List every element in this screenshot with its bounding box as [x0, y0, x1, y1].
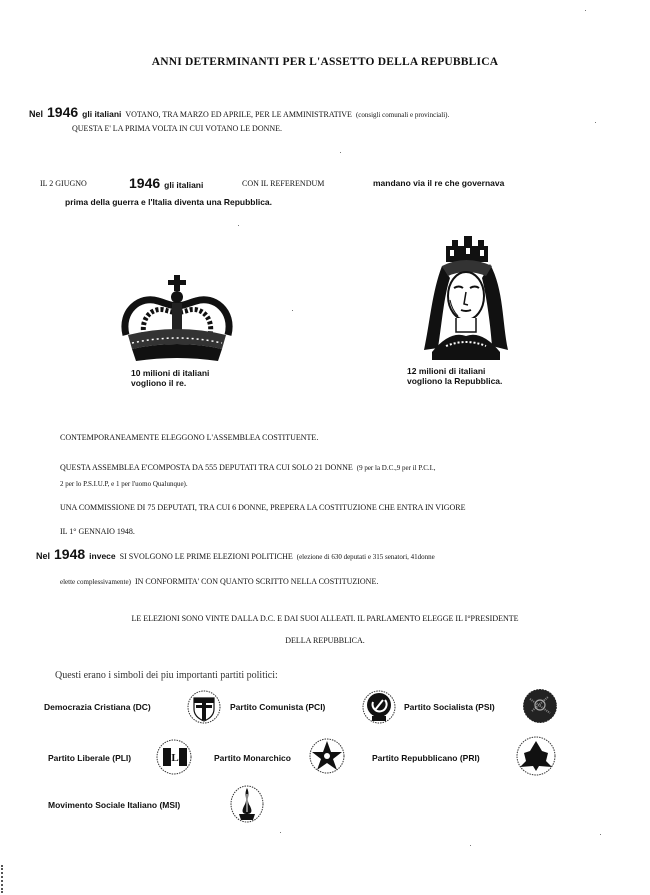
elections-main-text: SI SVOLGONO LE PRIME ELEZIONI POLITICHE — [119, 552, 293, 561]
scan-speck — [585, 10, 586, 11]
party-label-psi: Partito Socialista (PSI) — [404, 702, 495, 712]
assembly-composition-note-cont: 2 per lo P.S.I.U.P, e 1 per l'uomo Qualunque). — [60, 480, 188, 488]
paragraph-1948-elections — [36, 546, 435, 564]
svg-text:L: L — [171, 752, 179, 764]
italia-caption-line-2: vogliono la Repubblica. — [407, 376, 503, 386]
lead-word: Nel — [36, 551, 51, 561]
commission-text: UNA COMMISSIONE DI 75 DEPUTATI, TRA CUI 6 DONNE, PREPERA LA COSTITUZIONE CHE ENTRA IN VIGORE — [60, 503, 466, 512]
scan-speck — [280, 832, 281, 833]
italia-caption — [407, 366, 502, 386]
election-result-text: LE ELEZIONI SONO VINTE DALLA D.C. E DAI SUOI ALLEATI. IL PARLAMENTO ELEGGE IL I°PRESIDENTE — [131, 614, 519, 623]
party-label-msi: Movimento Sociale Italiano (MSI) — [48, 800, 181, 810]
party-label-dc: Democrazia Cristiana (DC) — [44, 702, 151, 712]
party-label-pci: Partito Comunista (PCI) — [230, 702, 326, 712]
monarchist-star-icon — [308, 737, 346, 775]
conformity-text: IN CONFORMITA' CON QUANTO SCRITTO NELLA COSTITUZIONE. — [134, 577, 379, 586]
assembly-composition-main: QUESTA ASSEMBLEA E'COMPOSTA DA 555 DEPUTATI TRA CUI SOLO 21 DONNE — [60, 463, 353, 472]
note-text: (consigli comunali e provinciali). — [355, 111, 450, 119]
constitution-date-text: IL 1° GENNAIO 1948. — [60, 527, 135, 536]
pri-ivy-leaf-icon — [515, 735, 557, 777]
date-2-giugno: IL 2 GIUGNO — [40, 179, 87, 188]
party-label-pri: Partito Repubblicano (PRI) — [372, 753, 480, 763]
republic-born-text: prima della guerra e l'Italia diventa una Repubblica. — [65, 197, 273, 207]
document-title: ANNI DETERMINANTI PER L'ASSETTO DELLA REPUBBLICA — [151, 56, 499, 68]
scan-speck — [470, 845, 471, 846]
scan-speck — [600, 834, 601, 835]
paragraph-1946-administrative — [29, 104, 449, 122]
year-1946: 1946 — [47, 104, 79, 120]
constituent-assembly-text: CONTEMPORANEAMENTE ELEGGONO L'ASSEMBLEA COSTITUENTE. — [60, 433, 319, 442]
referendum-line — [129, 175, 203, 193]
pci-hammer-sickle-icon — [361, 688, 397, 726]
lead-word: Nel — [29, 109, 44, 119]
crown-caption-line-1: 10 milioni di italiani — [131, 368, 210, 378]
psi-emblem-icon — [522, 687, 558, 725]
msi-flame-icon — [229, 784, 265, 824]
scan-speck — [238, 225, 239, 226]
women-vote-note: QUESTA E' LA PRIMA VOLTA IN CUI VOTANO LE DONNE. — [72, 124, 283, 133]
italia-caption-line-1: 12 milioni di italiani — [407, 366, 486, 376]
elections-note-text: (elezione di 630 deputati e 315 senatori, 41donne — [296, 553, 435, 561]
party-label-pli: Partito Liberale (PLI) — [48, 753, 132, 763]
election-result-text-cont: DELLA REPUBBLICA. — [285, 636, 365, 645]
king-sent-away-text: mandano via il re che governava — [373, 178, 505, 188]
italia-turrita-icon — [420, 232, 510, 364]
scan-speck — [292, 310, 293, 311]
scan-speck — [340, 152, 341, 153]
year-1946-referendum: 1946 — [129, 175, 161, 191]
scan-edge-mark — [1, 865, 5, 893]
scan-speck — [595, 122, 596, 123]
party-label-monarchist: Partito Monarchico — [214, 753, 291, 763]
crown-caption — [131, 368, 209, 388]
parties-intro: Questi erano i simboli dei piu importanti partiti politici: — [55, 670, 278, 681]
elections-note-cont: elette complessivamente) — [60, 578, 131, 586]
elections-conformity-line — [60, 571, 378, 589]
dc-shield-icon — [186, 689, 222, 725]
subject-text: gli italiani — [164, 180, 204, 190]
invece-text: invece — [89, 551, 116, 561]
pli-flag-icon — [155, 738, 193, 776]
assembly-composition-text — [60, 457, 435, 475]
crown-icon — [118, 273, 236, 365]
assembly-composition-note: (9 per la D.C.,9 per il P.C.I., — [356, 464, 436, 472]
subject-text: gli italiani — [82, 109, 122, 119]
year-1948: 1948 — [54, 546, 86, 562]
crown-caption-line-2: vogliono il re. — [131, 378, 187, 388]
referendum-label: CON IL REFERENDUM — [242, 179, 325, 188]
main-text: VOTANO, TRA MARZO ED APRILE, PER LE AMMINISTRATIVE — [125, 110, 352, 119]
